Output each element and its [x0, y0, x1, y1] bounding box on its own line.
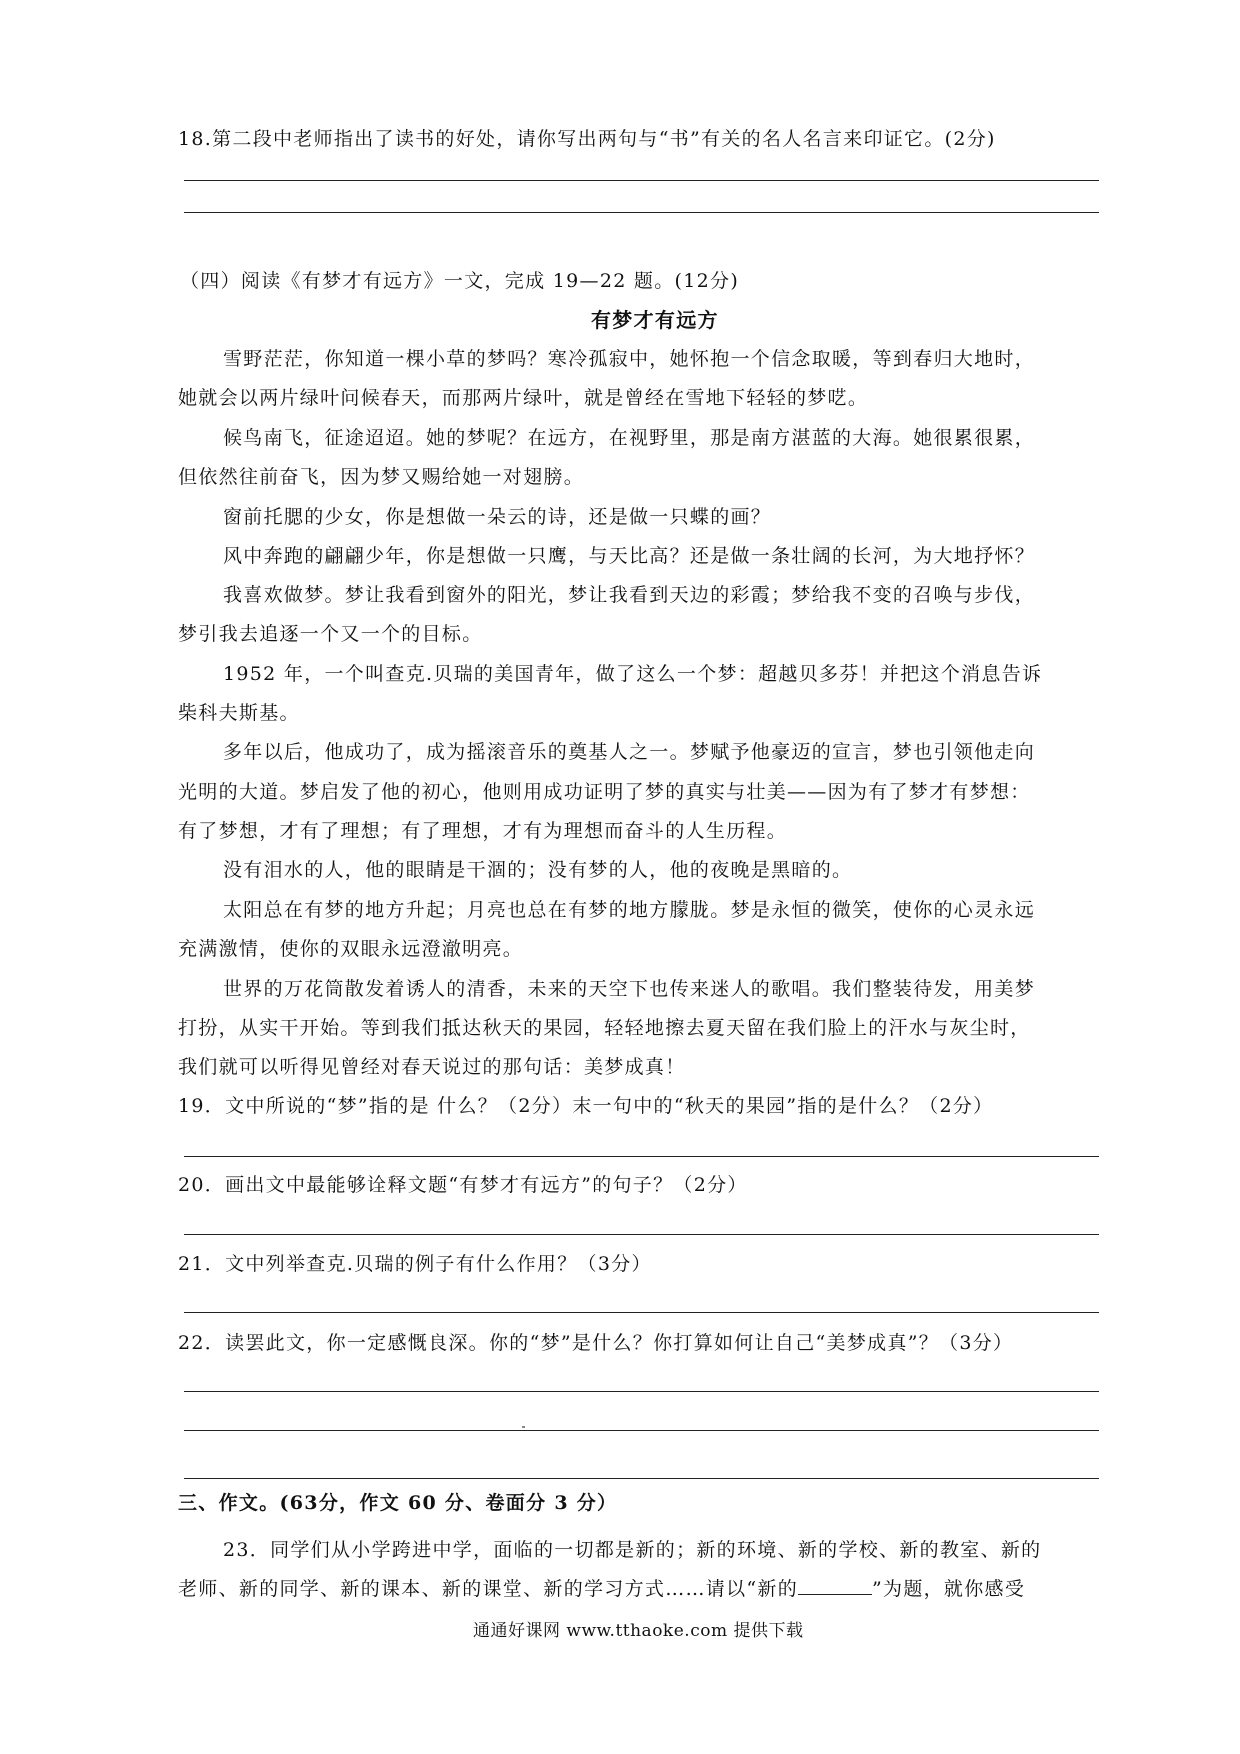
article-line: 多年以后，他成功了，成为摇滚音乐的奠基人之一。梦赋予他豪迈的宣言，梦也引领他走向: [223, 741, 1036, 763]
question-23-text: 老师、新的同学、新的课本、新的课堂、新的学习方式……请以“新的: [178, 1578, 799, 1600]
article-line: 我喜欢做梦。梦让我看到窗外的阳光，梦让我看到天边的彩霞；梦给我不变的召唤与步伐，: [223, 584, 1036, 606]
article-line: 世界的万花筒散发着诱人的清香，未来的天空下也传来迷人的歌唱。我们整装待发，用美梦: [223, 978, 1036, 1000]
article-line: 有了梦想，才有了理想；有了理想，才有为理想而奋斗的人生历程。: [178, 820, 788, 842]
article-line: 充满激情，使你的双眼永远澄澈明亮。: [178, 938, 524, 960]
article-title: 有梦才有远方: [591, 308, 719, 332]
article-line: 窗前托腮的少女，你是想做一朵云的诗，还是做一只蝶的画？: [223, 506, 772, 528]
answer-line: [184, 1234, 1099, 1235]
scan-speck: [522, 1426, 525, 1428]
article-line: 光明的大道。梦启发了他的初心，他则用成功证明了梦的真实与壮美——因为有了梦才有梦想：: [178, 781, 1031, 803]
section-4-intro: （四）阅读《有梦才有远方》一文，完成 19—22 题。(12分): [180, 270, 740, 292]
footer-credit: 通通好课网 www.tthaoke.com 提供下载: [473, 1621, 804, 1641]
answer-line: [184, 1391, 1099, 1392]
answer-line: [184, 212, 1099, 213]
question-21: 21．文中列举查克.贝瑞的例子有什么作用？（3分）: [178, 1253, 652, 1275]
question-23-line-2: [178, 1576, 1025, 1602]
article-line: 雪野茫茫，你知道一棵小草的梦吗？寒冷孤寂中，她怀抱一个信念取暖，等到春归大地时，: [223, 348, 1036, 370]
question-18: 18.第二段中老师指出了读书的好处，请你写出两句与“书”有关的名人名言来印证它。(2分): [178, 128, 996, 150]
question-22: 22．读罢此文，你一定感慨良深。你的“梦”是什么？你打算如何让自己“美梦成真”？（3分）: [178, 1332, 1014, 1354]
answer-line: [184, 1156, 1099, 1157]
article-line: 太阳总在有梦的地方升起；月亮也总在有梦的地方朦胧。梦是永恒的微笑，使你的心灵永远: [223, 899, 1036, 921]
answer-line: [184, 1478, 1099, 1479]
article-line: 1952 年，一个叫查克.贝瑞的美国青年，做了这么一个梦：超越贝多芬！并把这个消息告诉: [223, 663, 1043, 685]
article-line: 她就会以两片绿叶问候春天，而那两片绿叶，就是曾经在雪地下轻轻的梦呓。: [178, 387, 869, 409]
article-line: 我们就可以听得见曾经对春天说过的那句话：美梦成真！: [178, 1056, 686, 1078]
article-line: 候鸟南飞，征途迢迢。她的梦呢？在远方，在视野里，那是南方湛蓝的大海。她很累很累，: [223, 427, 1036, 449]
article-line: 没有泪水的人，他的眼睛是干涸的；没有梦的人，他的夜晚是黑暗的。: [223, 859, 853, 881]
question-20: 20．画出文中最能够诠释文题“有梦才有远方”的句子？（2分）: [178, 1174, 748, 1196]
question-23-text-end: ”为题，就你感受: [872, 1578, 1026, 1600]
article-line: 但依然往前奋飞，因为梦又赐给她一对翅膀。: [178, 466, 585, 488]
article-line: 打扮，从实干开始。等到我们抵达秋天的果园，轻轻地擦去夏天留在我们脸上的汗水与灰尘时，: [178, 1017, 1031, 1039]
answer-line: [184, 1430, 1099, 1431]
article-line: 柴科夫斯基。: [178, 702, 300, 724]
section-3-title: 三、作文。(63分，作文 60 分、卷面分 3 分）: [178, 1492, 618, 1514]
article-line: 梦引我去追逐一个又一个的目标。: [178, 623, 483, 645]
title-blank: [798, 1576, 872, 1595]
answer-line: [184, 180, 1099, 181]
answer-line: [184, 1312, 1099, 1313]
question-23-line-1: 23．同学们从小学跨进中学，面临的一切都是新的；新的环境、新的学校、新的教室、新的: [223, 1539, 1042, 1561]
article-line: 风中奔跑的翩翩少年，你是想做一只鹰，与天比高？还是做一条壮阔的长河，为大地抒怀？: [223, 545, 1036, 567]
question-19: 19．文中所说的“梦”指的是 什么？（2分）末一句中的“秋天的果园”指的是什么？（2分）: [178, 1095, 994, 1117]
